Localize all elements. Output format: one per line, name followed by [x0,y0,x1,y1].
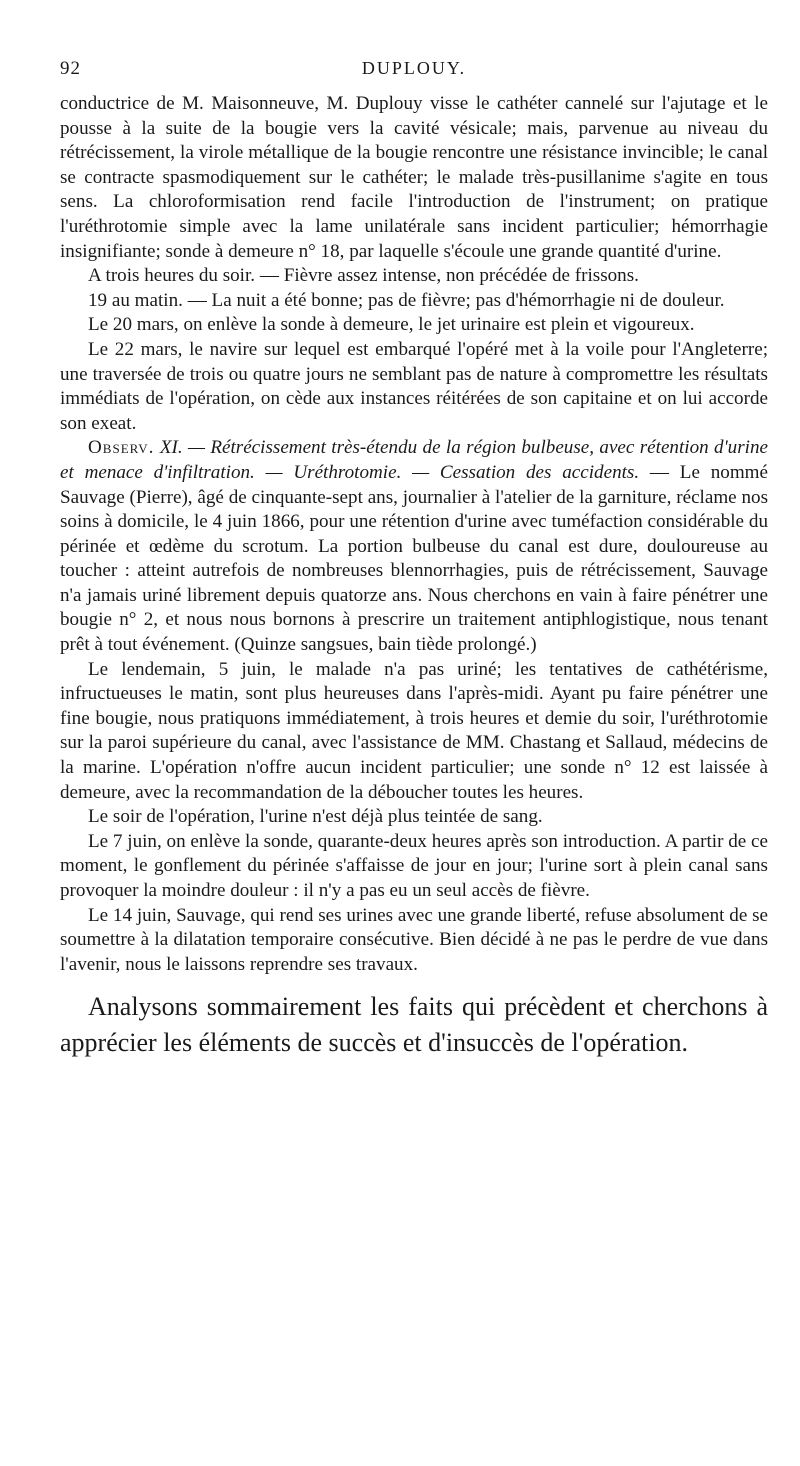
conclusion-section [60,989,768,1061]
body-text [60,92,768,977]
page-header [60,58,768,92]
paragraph-june-7: Le 7 juin, on enlève la sonde, quarante-deux heures après son introduction. A partir de ce moment, le gonflement du périnée s'affaisse de jour en jour; l'urine sort à plein canal sans provoquer la moindre douleur : il n'y a pas eu un seul accès de fièvre. [60,830,768,901]
paragraph-march-20: Le 20 mars, on enlève la sonde à demeure, le jet urinaire est plein et vigoureux. [88,314,695,336]
document-page [60,58,768,1061]
running-title: DUPLOUY. [361,58,467,78]
paragraph-morning: 19 au matin. — La nuit a été bonne; pas de fièvre; pas d'hémorrhagie ni de douleur. [88,289,725,311]
observation-paragraph [60,436,768,657]
observation-text: — Le nommé Sauvage (Pierre), âgé de cinquante-sept ans, journalier à l'atelier de la garniture, réclame nos soins à domicile, le 4 juin 1866, pour une rétention d'urine avec tuméfaction considérable du périnée et œdème du scrotum. La portion bulbeuse du canal est dure, douloureuse au toucher : atteint autrefois de nombreuses blennorrhagies, puis de rétrécissement, Sauvage n'a jamais uriné librement depuis quatorze ans. Nous cherchons en vain à faire pénétrer une bougie n° 2, et nous nous bornons à prescrire un traitement antiphlogistique, nous tenant prêt à tout événement. (Quinze sangsues, bain tiède prolongé.) [60,461,768,656]
paragraph-fever: A trois heures du soir. — Fièvre assez intense, non précédée de frissons. [88,265,639,287]
conclusion-text: Analysons sommairement les faits qui précèdent et cherchons à apprécier les éléments de succès et d'insuccès de l'opération. [60,992,768,1058]
observation-label: Observ. [88,437,155,459]
paragraph-march-22: Le 22 mars, le navire sur lequel est embarqué l'opéré met à la voile pour l'Angleterre; une traversée de trois ou quatre jours ne semblant pas de nature à compromettre les résultats immédiats de l'opération, on cède aux instances réitérées de son capitaine et on lui accorde son exeat. [60,338,768,434]
observation-title: XI. — Rétrécissement très-étendu de la région bulbeuse, avec rétention d'urine et menace d'infiltration. — Uréthrotomie. — Cessation des accidents. [60,437,768,483]
paragraph-june-14: Le 14 juin, Sauvage, qui rend ses urines avec une grande liberté, refuse absolument de se soumettre à la dilatation temporaire consécutive. Bien décidé à ne pas le perdre de vue dans l'avenir, nous le laissons reprendre ses travaux. [60,904,768,975]
paragraph-evening: Le soir de l'opération, l'urine n'est déjà plus teintée de sang. [88,806,543,828]
paragraph-continuation: conductrice de M. Maisonneuve, M. Duplouy visse le cathéter cannelé sur l'ajutage et le pousse à la suite de la bougie vers la cavité vésicale; mais, parvenue au niveau du rétrécissement, la virole métallique de la bougie rencontre une résistance invincible; le canal se contracte spasmodiquement sur le cathéter; le malade très-pusillanime s'agite en tous sens. La chloroformisation rend facile l'introduction de l'instrument; on pratique l'uréthrotomie simple avec la lame unilatérale sans incident particulier; hémorrhagie insignifiante; sonde à demeure n° 18, par laquelle s'écoule une grande quantité d'urine. [60,93,768,262]
paragraph-june-5: Le lendemain, 5 juin, le malade n'a pas uriné; les tentatives de cathétérisme, infructueuses le matin, sont plus heureuses dans l'après-midi. Ayant pu faire pénétrer une fine bougie, nous pratiquons immédiatement, à trois heures et demie du soir, l'uréthrotomie sur la paroi supérieure du canal, avec l'assistance de MM. Chastang et Sallaud, médecins de la marine. L'opération n'offre aucun incident particulier; une sonde n° 12 est laissée à demeure, avec la recommandation de la déboucher toutes les heures. [60,658,768,803]
page-number: 92 [60,58,81,79]
